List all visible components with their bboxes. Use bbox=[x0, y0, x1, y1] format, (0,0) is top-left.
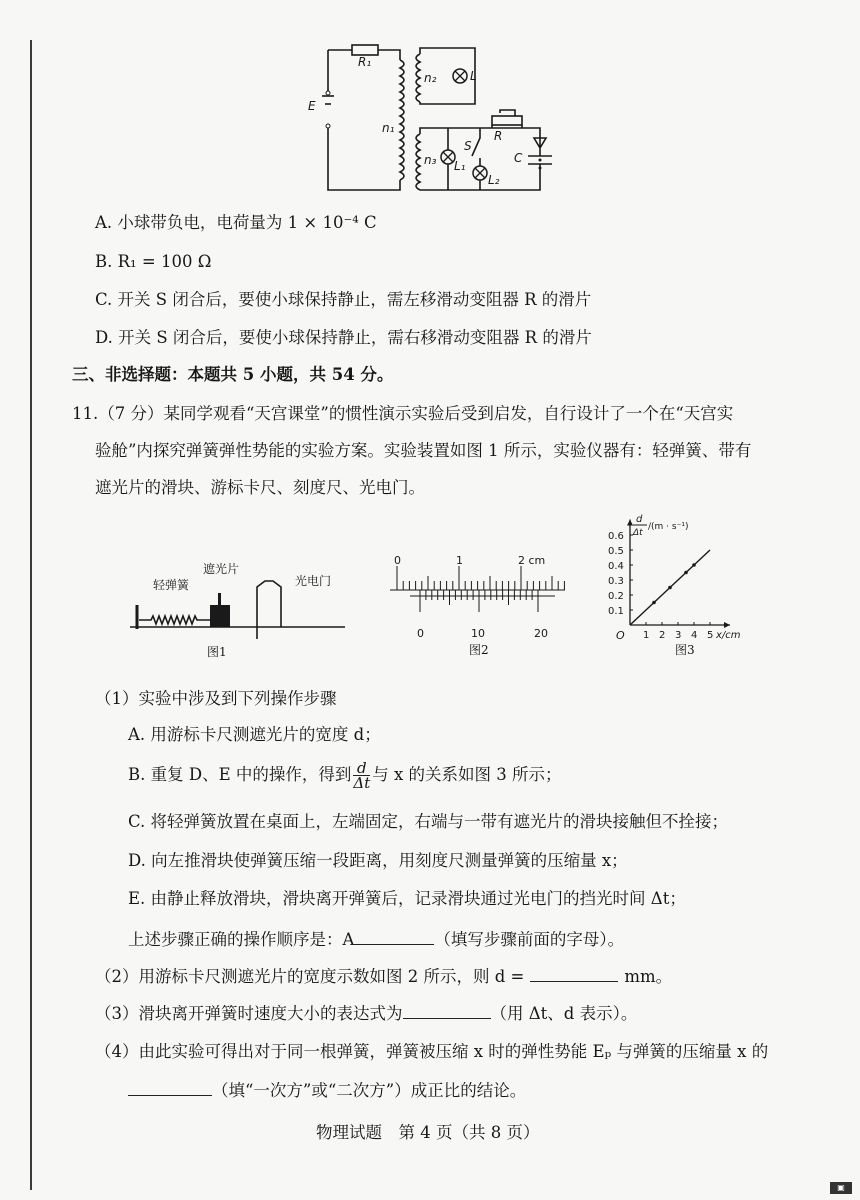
vernier-label-10: 10 bbox=[471, 627, 485, 640]
y-axis-label-den: Δt bbox=[633, 528, 643, 538]
order-answer-blank[interactable] bbox=[354, 928, 434, 945]
fig1-label-shade: 遮光片 bbox=[203, 562, 240, 576]
label-l: L bbox=[470, 69, 477, 83]
option-c: C. 开关 S 闭合后，要使小球保持静止，需左移滑动变阻器 R 的滑片 bbox=[95, 290, 592, 309]
data-point bbox=[684, 571, 688, 575]
y-tick-label: 0.5 bbox=[608, 546, 624, 557]
step-c: C. 将轻弹簧放置在桌面上，左端固定，右端与一带有遮光片的滑块接触但不拴接； bbox=[128, 812, 729, 831]
y-axis-arrow bbox=[627, 520, 633, 526]
part2 bbox=[95, 965, 672, 988]
part2-answer-blank[interactable] bbox=[530, 965, 618, 982]
y-axis-label-unit: /(m · s⁻¹) bbox=[648, 522, 689, 532]
label-s: S bbox=[464, 139, 472, 153]
q11-line2: 验舱”内探究弹簧弹性势能的实验方案。实验装置如图 1 所示，实验仪器有：轻弹簧、带有 bbox=[95, 441, 752, 460]
label-c: C bbox=[514, 151, 523, 165]
page-footer: 物理试题 第 4 页（共 8 页） bbox=[316, 1123, 540, 1142]
fig3-caption: 图3 bbox=[675, 643, 695, 657]
option-a: A. 小球带负电，电荷量为 1 × 10⁻⁴ C bbox=[95, 213, 377, 232]
x-tick-label: 1 bbox=[643, 630, 650, 641]
part3 bbox=[95, 1002, 637, 1025]
origin-label: O bbox=[616, 629, 625, 642]
main-scale-label-1: 1 bbox=[456, 554, 463, 567]
x-tick-label: 3 bbox=[675, 630, 682, 641]
label-l1: L₁ bbox=[454, 159, 466, 173]
part4-line1: （4）由此实验可得出对于同一根弹簧，弹簧被压缩 x 时的弹性势能 Eₚ 与弹簧的压缩量 x 的 bbox=[95, 1042, 769, 1061]
y-tick-label: 0.4 bbox=[608, 561, 624, 572]
label-r1: R₁ bbox=[358, 55, 372, 69]
order-post: （填写步骤前面的字母）。 bbox=[434, 930, 625, 949]
step-e: E. 由静止释放滑块，滑块离开弹簧后，记录滑块通过光电门的挡光时间 Δt； bbox=[128, 889, 686, 908]
label-r: R bbox=[494, 129, 503, 143]
part2-post: mm。 bbox=[624, 967, 673, 986]
x-tick-label: 4 bbox=[691, 630, 698, 641]
step-d: D. 向左推滑块使弹簧压缩一段距离，用刻度尺测量弹簧的压缩量 x； bbox=[128, 851, 628, 870]
step-b-fraction bbox=[353, 761, 370, 790]
label-n1: n₁ bbox=[382, 121, 395, 135]
label-l2: L₂ bbox=[488, 173, 500, 187]
figure-1-apparatus bbox=[125, 555, 350, 655]
figure-3-graph bbox=[600, 512, 765, 642]
y-tick-label: 0.1 bbox=[608, 606, 624, 617]
label-n3: n₃ bbox=[424, 153, 437, 167]
x-tick-label: 2 bbox=[659, 630, 666, 641]
step-b-den: Δt bbox=[353, 774, 371, 792]
y-tick-label: 0.2 bbox=[608, 591, 624, 602]
x-axis-arrow bbox=[724, 622, 730, 628]
part3-answer-blank[interactable] bbox=[403, 1002, 491, 1019]
label-e: E bbox=[308, 99, 316, 113]
section-heading: 三、非选择题：本题共 5 小题，共 54 分。 bbox=[72, 365, 394, 384]
vernier-label-20: 20 bbox=[534, 627, 548, 640]
y-axis-label-num: d bbox=[636, 514, 643, 525]
step-b-pre: B. 重复 D、E 中的操作，得到 bbox=[128, 765, 352, 784]
q11-line1: 11.（7 分）某同学观看“天宫课堂”的惯性演示实验后受到启发，自行设计了一个在“天宫实 bbox=[72, 404, 734, 423]
step-b-post: 与 x 的关系如图 3 所示； bbox=[372, 765, 562, 784]
main-scale-label-0: 0 bbox=[394, 554, 401, 567]
step-b-num: d bbox=[353, 761, 370, 776]
data-point bbox=[692, 563, 696, 567]
label-n2: n₂ bbox=[424, 71, 437, 85]
binding-margin-line bbox=[30, 40, 32, 1190]
option-b: B. R₁ = 100 Ω bbox=[95, 252, 212, 271]
x-tick-label: 5 bbox=[707, 630, 714, 641]
option-d: D. 开关 S 闭合后，要使小球保持静止，需右移滑动变阻器 R 的滑片 bbox=[95, 328, 592, 347]
circuit-diagram bbox=[300, 38, 570, 203]
part3-pre: （3）滑块离开弹簧时速度大小的表达式为 bbox=[95, 1004, 403, 1023]
part4-post: （填“一次方”或“二次方”）成正比的结论。 bbox=[212, 1081, 527, 1100]
x-axis-label: x/cm bbox=[716, 630, 741, 641]
part2-pre: （2）用游标卡尺测遮光片的宽度示数如图 2 所示，则 d = bbox=[95, 967, 525, 986]
fig1-label-spring: 轻弹簧 bbox=[153, 578, 190, 592]
y-tick-label: 0.3 bbox=[608, 576, 624, 587]
part4-line2 bbox=[128, 1079, 526, 1102]
fig1-label-gate: 光电门 bbox=[295, 574, 332, 588]
data-point bbox=[652, 601, 656, 605]
step-a: A. 用游标卡尺测遮光片的宽度 d； bbox=[128, 725, 381, 744]
fig1-caption: 图1 bbox=[207, 645, 227, 659]
data-point bbox=[668, 586, 672, 590]
fig2-caption: 图2 bbox=[469, 643, 489, 657]
figure-2-vernier bbox=[385, 552, 570, 644]
part4-answer-blank[interactable] bbox=[128, 1079, 212, 1096]
vernier-label-0: 0 bbox=[417, 627, 424, 640]
y-tick-label: 0.6 bbox=[608, 531, 624, 542]
q11-line3: 遮光片的滑块、游标卡尺、刻度尺、光电门。 bbox=[95, 478, 425, 497]
part1-title: （1）实验中涉及到下列操作步骤 bbox=[95, 689, 337, 708]
order-pre: 上述步骤正确的操作顺序是：A bbox=[128, 930, 355, 949]
scanner-logo: ▣ bbox=[830, 1182, 852, 1194]
part3-post: （用 Δt、d 表示）。 bbox=[490, 1004, 638, 1023]
main-scale-label-2: 2 cm bbox=[518, 554, 546, 567]
step-b bbox=[128, 760, 562, 790]
order-question bbox=[128, 928, 624, 951]
